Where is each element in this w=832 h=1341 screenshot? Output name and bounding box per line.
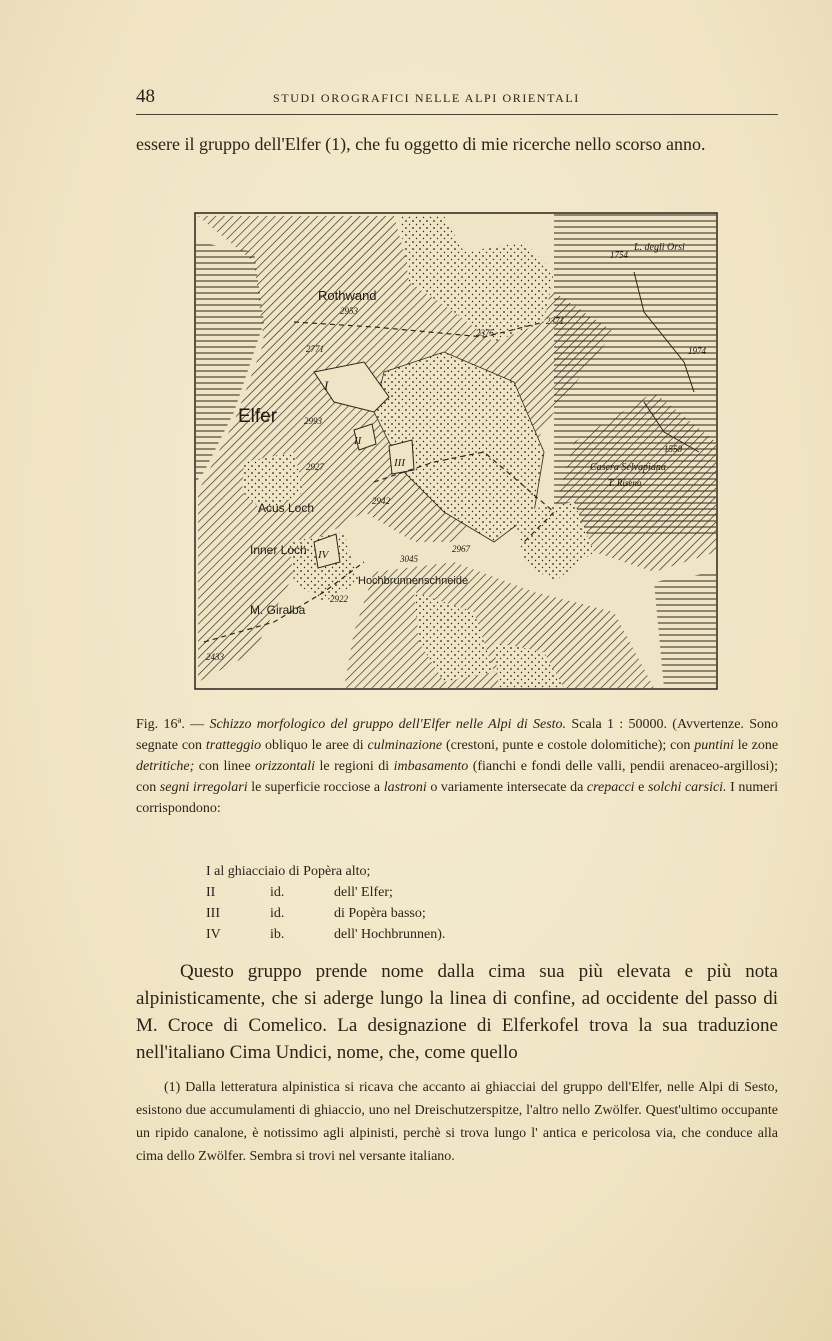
elevation-label: 2993 — [304, 416, 322, 426]
main-paragraph-text: Questo gruppo prende nome dalla cima sua più elevata e più nota alpinisticamente, che si aderge lungo la linea di confine, ad occidente del passo di M. Croce di Comelico. La designazione di Elferkofel trova la sua traduzione nell'italiano Cima Undici, nome, che, come quello — [136, 961, 778, 1063]
label-acus-loch: Acus Loch — [258, 501, 315, 515]
caption-italic: tratteggio — [205, 738, 262, 753]
caption-text: (fianchi e fondi delle valli, pendii arenaceo-argillosi); con — [136, 759, 778, 795]
caption-italic: segni irregolari — [159, 780, 248, 795]
footnote-text: (1) Dalla letteratura alpinistica si ricava che accanto ai ghiacciai del gruppo dell'Elfer, nelle Alpi di Sesto, esistono due accumulamenti di ghiaccio, uno nel Dreischutzerspitze, l'altro nello Zwölfer. Quest'ultimo occupante un ripido canalone, è notissimo agli alpinisti, perchè si trova lungo l' antica e pericolosa via, che conduce alla cima dello Zwölfer. Sembra si trovi nel versante italiano. — [136, 1080, 778, 1164]
elevation-label: 1754 — [610, 250, 628, 260]
glacier-numeral: III — [394, 457, 405, 469]
caption-italic: crepacci — [586, 780, 635, 795]
legend-row — [206, 861, 606, 882]
label-l-degli-orsi: L. degli Orsi — [634, 242, 685, 253]
legend-idem: id. — [270, 885, 285, 900]
legend-description: dell' Elfer; — [334, 885, 393, 900]
label-casera-selvapiana: Casera Selvapiana — [590, 462, 666, 473]
label-rothwand: Rothwand — [318, 288, 377, 303]
main-paragraph — [136, 958, 778, 1066]
label-hochbrunnenschneide: Hochbrunnenschneide — [358, 575, 469, 587]
caption-text: o variamente intersecate da — [430, 780, 584, 795]
intro-paragraph: essere il gruppo dell'Elfer (1), che fu oggetto di mie ricerche nello scorso anno. — [136, 134, 706, 154]
legend-row — [206, 903, 606, 924]
caption-italic: orizzontali — [255, 759, 316, 774]
caption-italic: detritiche; — [136, 759, 195, 774]
elevation-label: 2942 — [372, 496, 390, 506]
caption-text: Scala 1 : 50000. (Avvertenze. Sono segnate con — [136, 717, 779, 753]
glacier-numeral: I — [324, 378, 329, 393]
fig-label: Fig. 16ª. — — [136, 717, 205, 732]
glacier-numeral: IV — [318, 549, 329, 561]
label-m-giralba: M. Giralba — [250, 603, 306, 617]
caption-text: le zone — [737, 738, 779, 753]
glacier-numeral: II — [354, 435, 362, 447]
legend-description: dell' Hochbrunnen). — [334, 927, 446, 942]
elevation-label: 1558 — [664, 444, 682, 454]
legend-numeral: III — [206, 906, 220, 921]
caption-text: le superficie rocciose a — [251, 780, 381, 795]
caption-italic: solchi carsici. — [647, 780, 727, 795]
page-number: 48 — [136, 86, 155, 107]
caption-italic: imbasamento — [393, 759, 469, 774]
caption-italic: puntini — [694, 738, 734, 753]
fig-title: Schizzo morfologico del gruppo dell'Elfer nelle Alpi di Sesto. — [209, 717, 567, 732]
elevation-label: 2371 — [546, 316, 564, 326]
elevation-label: 2433 — [206, 652, 224, 662]
elevation-label: 2922 — [330, 594, 348, 604]
legend-numeral: II — [206, 885, 216, 900]
elevation-label: 3045 — [400, 554, 418, 564]
caption-text: con linee — [198, 759, 251, 774]
caption-italic: culminazione — [367, 738, 443, 753]
elevation-label: 2953 — [340, 306, 358, 316]
basement-area-bottom-right — [654, 572, 716, 688]
elevation-label: 2375 — [476, 328, 494, 338]
figure-caption — [136, 714, 778, 819]
page-header — [136, 86, 778, 112]
legend-idem: ib. — [270, 927, 285, 942]
label-inner-loch: Inner Loch — [250, 543, 307, 557]
running-head: STUDI OROGRAFICI NELLE ALPI ORIENTALI — [273, 91, 580, 105]
caption-text: (crestoni, punte e costole dolomitiche); con — [446, 738, 691, 753]
legend-idem: id. — [270, 906, 285, 921]
footnote — [136, 1076, 778, 1168]
label-t-risena: T. Risena — [608, 478, 642, 488]
morphological-map — [194, 212, 718, 690]
caption-text: I numeri corrispondono: — [136, 780, 779, 816]
elevation-label: 2967 — [452, 544, 470, 554]
elevation-label: 1974 — [688, 346, 706, 356]
legend-row — [206, 882, 606, 903]
elevation-label: 2771 — [306, 344, 324, 354]
legend-first-row: I al ghiacciaio di Popèra alto; — [206, 864, 371, 879]
caption-text: obliquo le aree di — [265, 738, 364, 753]
legend-description: di Popèra basso; — [334, 906, 426, 921]
glacier-legend — [206, 861, 606, 945]
legend-numeral: IV — [206, 927, 221, 942]
legend-row — [206, 924, 606, 945]
caption-italic: lastroni — [383, 780, 427, 795]
header-rule — [136, 114, 778, 115]
label-elfer: Elfer — [238, 406, 278, 427]
caption-text: le regioni di — [319, 759, 390, 774]
elevation-label: 2927 — [306, 462, 324, 472]
caption-text: e — [638, 780, 645, 795]
